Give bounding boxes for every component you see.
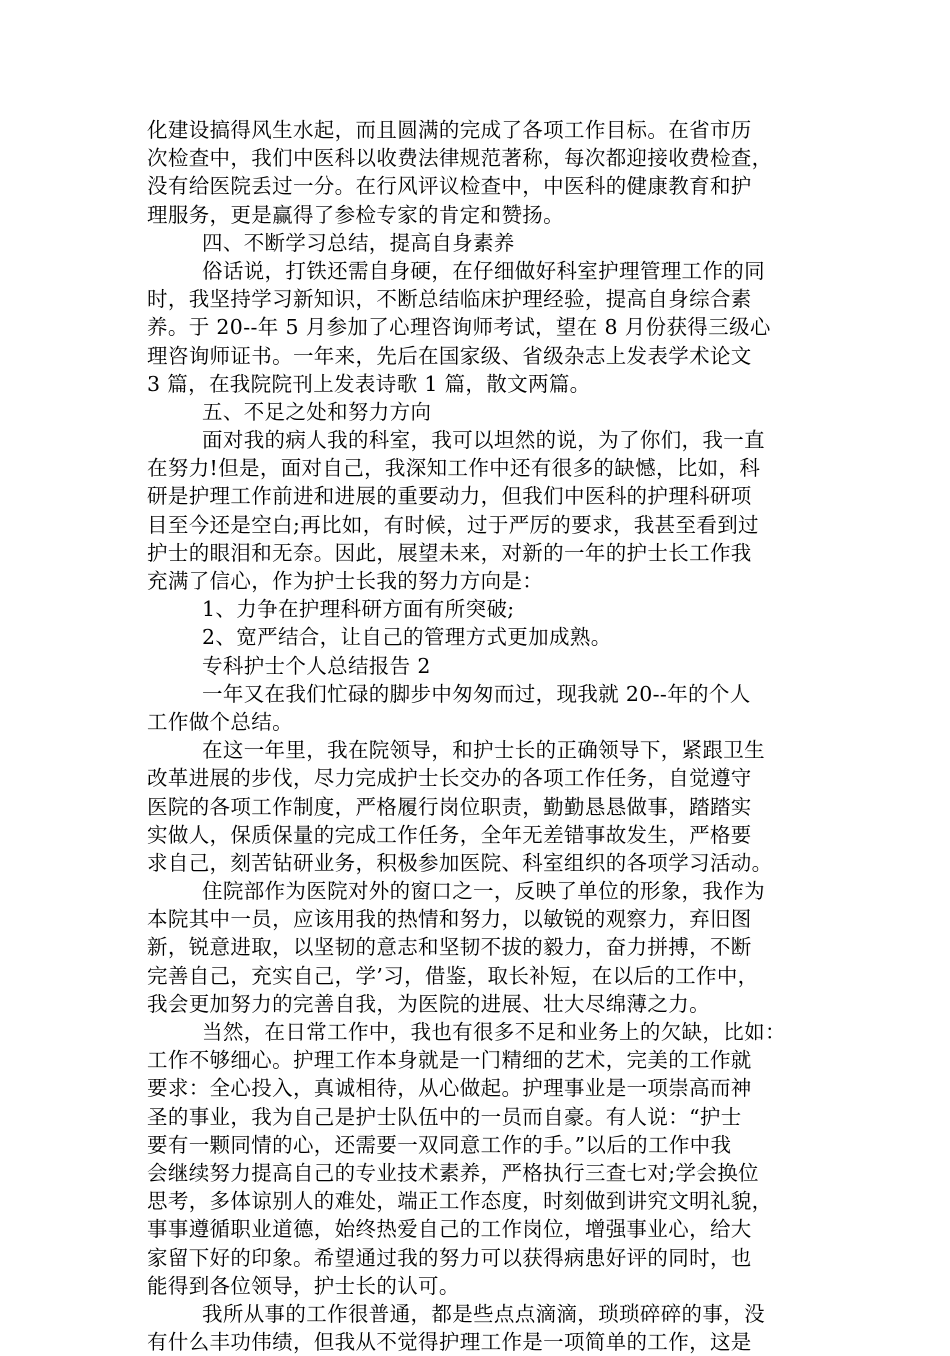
text-line: 时，我坚持学习新知识，不断总结临床护理经验，提高自身综合素	[147, 287, 752, 312]
text-line: 五、不足之处和努力方向	[202, 399, 432, 424]
text-line: 没有给医院丢过一分。在行风评议检查中，中医科的健康教育和护	[147, 174, 752, 199]
text-line: 1、力争在护理科研方面有所突破;	[202, 597, 515, 622]
text-line: 我所从事的工作很普通，都是些点点滴滴，琐琐碎碎的事，没	[202, 1301, 765, 1326]
text-line: 目至今还是空白;再比如，有时候，过于严厉的要求，我甚至看到过	[147, 512, 759, 537]
text-line: 完善自己，充实自己，学’习，借鉴，取长补短，在以后的工作中，	[147, 963, 759, 988]
text-line: 能得到各位领导，护士长的认可。	[147, 1273, 460, 1298]
text-line: 理服务，更是赢得了参检专家的肯定和赞扬。	[147, 202, 564, 227]
text-line: 圣的事业，我为自己是护士队伍中的一员而自豪。有人说：“护士	[147, 1104, 742, 1129]
text-line: 本院其中一员，应该用我的热情和努力，以敏锐的观察力，弃旧图	[147, 907, 752, 932]
text-line: 家留下好的印象。希望通过我的努力可以获得病患好评的同时，也	[147, 1245, 752, 1270]
text-line: 要有一颗同情的心，还需要一双同意工作的手。”以后的工作中我	[147, 1132, 732, 1157]
text-line: 3 篇，在我院院刊上发表诗歌 1 篇，散文两篇。	[147, 371, 591, 396]
text-line: 工作做个总结。	[147, 709, 293, 734]
text-line: 有什么丰功伟绩，但我从不觉得护理工作是一项简单的工作，这是	[147, 1330, 752, 1355]
text-line: 我会更加努力的完善自我，为医院的进展、壮大尽绵薄之力。	[147, 991, 710, 1016]
text-line: 次检查中，我们中医科以收费法律规范著称，每次都迎接收费检查，	[147, 146, 773, 171]
text-line: 新，锐意进取，以坚韧的意志和坚韧不拔的毅力，奋力拼搏，不断	[147, 935, 752, 960]
text-line: 当然，在日常工作中，我也有很多不足和业务上的欠缺，比如：	[202, 1020, 786, 1044]
document-body-text	[147, 116, 812, 1356]
text-line: 在努力!但是，面对自己，我深知工作中还有很多的缺憾，比如，科	[147, 456, 761, 481]
text-line: 2、宽严结合，让自己的管理方式更加成熟。	[202, 625, 612, 650]
text-line: 事事遵循职业道德，始终热爱自己的工作岗位，增强事业心，给大	[147, 1217, 752, 1242]
text-line: 在这一年里，我在院领导，和护士长的正确领导下，紧跟卫生	[202, 738, 765, 763]
text-line: 充满了信心，作为护士长我的努力方向是：	[147, 569, 544, 593]
text-line: 要求：全心投入，真诚相待，从心做起。护理事业是一项崇高而神	[147, 1076, 752, 1101]
text-line: 求自己，刻苦钻研业务，积极参加医院、科室组织的各项学习活动。	[147, 850, 773, 875]
text-line: 改革进展的步伐，尽力完成护士长交办的各项工作任务，自觉遵守	[147, 766, 752, 791]
text-line: 思考，多体谅别人的难处，端正工作态度，时刻做到讲究文明礼貌，	[147, 1189, 773, 1214]
text-line: 理咨询师证书。一年来，先后在国家级、省级杂志上发表学术论文	[147, 343, 752, 368]
text-line: 化建设搞得风生水起，而且圆满的完成了各项工作目标。在省市历	[147, 118, 752, 142]
text-line: 俗话说，打铁还需自身硬，在仔细做好科室护理管理工作的同	[202, 258, 765, 283]
text-line: 一年又在我们忙碌的脚步中匆匆而过，现我就 20--年的个人	[202, 681, 751, 706]
text-line: 四、不断学习总结，提高自身素养	[202, 230, 515, 255]
text-line: 养。于 20--年 5 月参加了心理咨询师考试，望在 8 月份获得三级心	[147, 315, 771, 340]
text-line: 面对我的病人我的科室，我可以坦然的说，为了你们，我一直	[202, 428, 765, 453]
text-line: 会继续努力提高自己的专业技术素养，严格执行三查七对;学会换位	[147, 1160, 759, 1185]
text-line: 工作不够细心。护理工作本身就是一门精细的艺术，完美的工作就	[147, 1048, 752, 1073]
text-line: 专科护士个人总结报告 2	[202, 653, 431, 678]
text-line: 医院的各项工作制度，严格履行岗位职责，勤勤恳恳做事，踏踏实	[147, 794, 752, 819]
text-line: 护士的眼泪和无奈。因此，展望未来，对新的一年的护士长工作我	[147, 540, 752, 565]
text-line: 实做人，保质保量的完成工作任务，全年无差错事故发生，严格要	[147, 822, 752, 847]
text-line: 研是护理工作前进和进展的重要动力，但我们中医科的护理科研项	[147, 484, 752, 509]
text-line: 住院部作为医院对外的窗口之一，反映了单位的形象，我作为	[202, 879, 765, 904]
